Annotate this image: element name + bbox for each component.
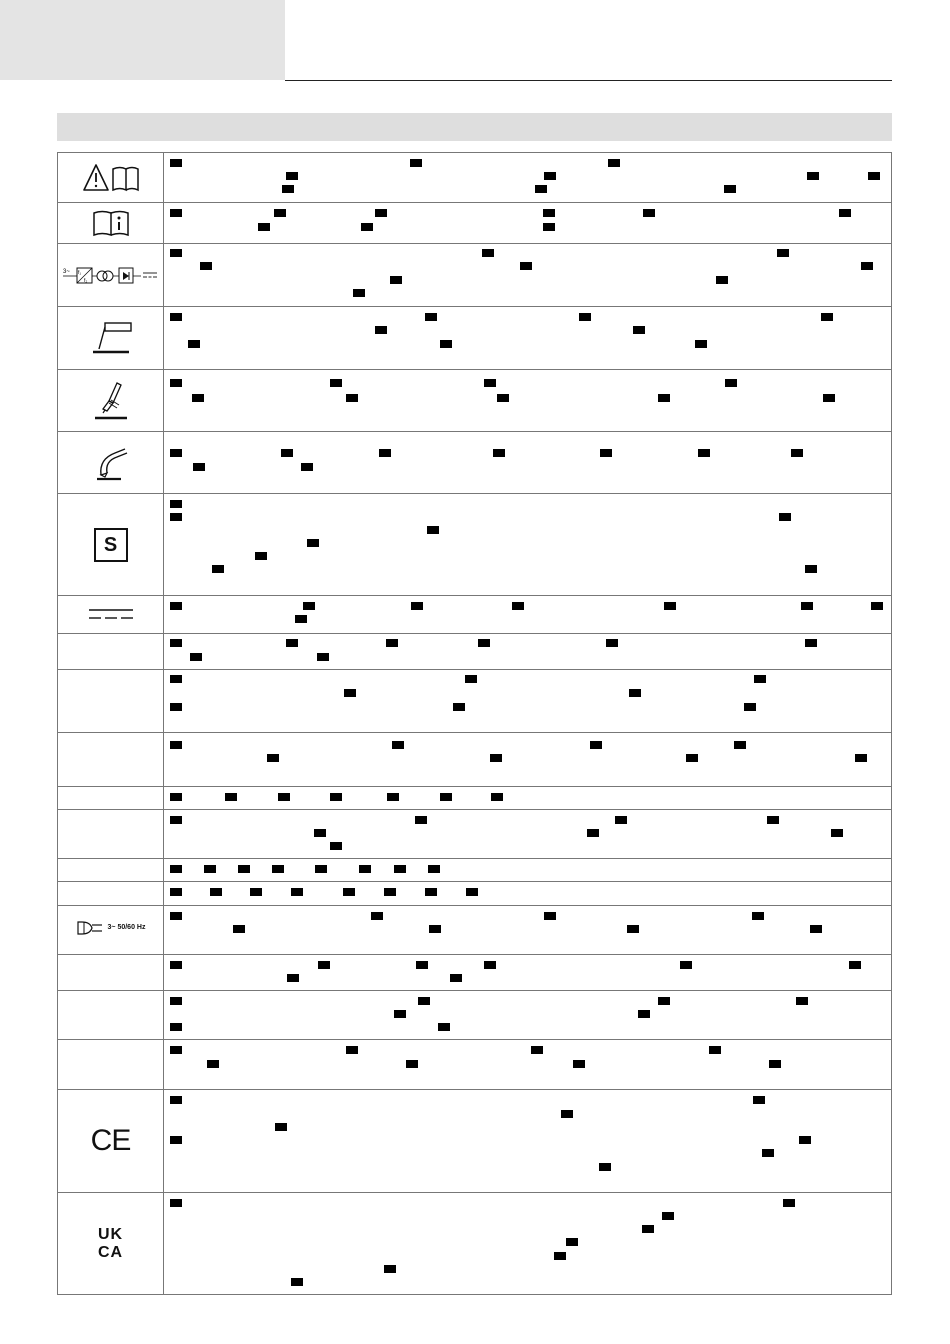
symbol-cell <box>58 432 164 494</box>
text-marker <box>482 249 494 257</box>
text-marker <box>544 912 556 920</box>
text-marker <box>871 602 883 610</box>
text-marker <box>821 313 833 321</box>
text-marker <box>429 925 441 933</box>
text-marker <box>375 209 387 217</box>
text-marker <box>170 1046 182 1054</box>
text-marker <box>664 602 676 610</box>
text-marker <box>642 1225 654 1233</box>
text-marker <box>170 703 182 711</box>
table-row <box>58 244 892 307</box>
text-marker <box>295 615 307 623</box>
text-marker <box>415 816 427 824</box>
section-title-bar <box>57 113 892 141</box>
text-marker <box>278 793 290 801</box>
text-marker <box>724 185 736 193</box>
text-marker <box>315 865 327 873</box>
text-marker <box>200 262 212 270</box>
description-cell <box>164 882 892 906</box>
description-cell <box>164 370 892 432</box>
text-marker <box>753 1096 765 1104</box>
text-marker <box>680 961 692 969</box>
text-marker <box>801 602 813 610</box>
text-marker <box>491 793 503 801</box>
text-marker <box>438 1023 450 1031</box>
text-marker <box>281 449 293 457</box>
description-cell <box>164 955 892 991</box>
symbol-cell <box>58 244 164 307</box>
text-marker <box>375 326 387 334</box>
table-row <box>58 882 892 906</box>
header-band <box>0 0 285 80</box>
description-cell <box>164 203 892 244</box>
text-marker <box>282 185 294 193</box>
text-marker <box>170 1023 182 1031</box>
text-marker <box>440 793 452 801</box>
text-marker <box>379 449 391 457</box>
text-marker <box>573 1060 585 1068</box>
text-marker <box>170 209 182 217</box>
description-cell <box>164 494 892 596</box>
text-marker <box>686 754 698 762</box>
text-marker <box>204 865 216 873</box>
text-marker <box>361 223 373 231</box>
table-row <box>58 1040 892 1090</box>
table-row <box>58 432 892 494</box>
text-marker <box>531 1046 543 1054</box>
text-marker <box>272 865 284 873</box>
mig-gun-icon <box>91 445 131 481</box>
text-marker <box>303 602 315 610</box>
table-row <box>58 1090 892 1193</box>
warning-manual-icon <box>82 163 140 193</box>
text-marker <box>170 500 182 508</box>
header-rule <box>285 80 892 81</box>
text-marker <box>346 1046 358 1054</box>
text-marker <box>554 1252 566 1260</box>
text-marker <box>258 223 270 231</box>
text-marker <box>411 602 423 610</box>
text-marker <box>392 741 404 749</box>
table-row <box>58 153 892 203</box>
text-marker <box>807 172 819 180</box>
text-marker <box>493 449 505 457</box>
text-marker <box>190 653 202 661</box>
symbol-cell <box>58 634 164 670</box>
text-marker <box>274 209 286 217</box>
mma-electrode-icon <box>89 321 133 355</box>
symbol-table <box>57 152 892 1295</box>
text-marker <box>170 888 182 896</box>
text-marker <box>317 653 329 661</box>
table-row <box>58 733 892 787</box>
text-marker <box>170 1136 182 1144</box>
description-cell <box>164 596 892 634</box>
text-marker <box>662 1212 674 1220</box>
description-cell <box>164 787 892 810</box>
text-marker <box>301 463 313 471</box>
description-cell <box>164 670 892 733</box>
text-marker <box>384 1265 396 1273</box>
text-marker <box>425 888 437 896</box>
text-marker <box>805 639 817 647</box>
text-marker <box>428 865 440 873</box>
table-row <box>58 906 892 955</box>
text-marker <box>465 675 477 683</box>
text-marker <box>752 912 764 920</box>
text-marker <box>418 997 430 1005</box>
ukca-top: UK <box>97 1225 124 1243</box>
text-marker <box>286 639 298 647</box>
text-marker <box>629 689 641 697</box>
text-marker <box>823 394 835 402</box>
description-cell <box>164 432 892 494</box>
description-cell <box>164 634 892 670</box>
symbol-cell <box>58 203 164 244</box>
text-marker <box>193 463 205 471</box>
text-marker <box>658 394 670 402</box>
table-row <box>58 634 892 670</box>
text-marker <box>170 449 182 457</box>
text-marker <box>512 602 524 610</box>
symbol-cell <box>58 670 164 733</box>
tig-torch-icon <box>91 381 131 421</box>
text-marker <box>343 888 355 896</box>
text-marker <box>330 842 342 850</box>
text-marker <box>344 689 356 697</box>
text-marker <box>225 793 237 801</box>
text-marker <box>170 602 182 610</box>
table-row <box>58 670 892 733</box>
text-marker <box>698 449 710 457</box>
symbol-cell <box>58 906 164 955</box>
inverter-block-icon <box>63 265 159 285</box>
text-marker <box>744 703 756 711</box>
text-marker <box>291 888 303 896</box>
text-marker <box>318 961 330 969</box>
table-row <box>58 494 892 596</box>
plug-icon <box>76 920 104 936</box>
text-marker <box>250 888 262 896</box>
text-marker <box>478 639 490 647</box>
text-marker <box>777 249 789 257</box>
text-marker <box>810 925 822 933</box>
text-marker <box>170 249 182 257</box>
text-marker <box>353 289 365 297</box>
text-marker <box>170 793 182 801</box>
text-marker <box>387 793 399 801</box>
text-marker <box>497 394 509 402</box>
text-marker <box>394 865 406 873</box>
text-marker <box>484 961 496 969</box>
table-row <box>58 787 892 810</box>
text-marker <box>346 394 358 402</box>
text-marker <box>627 925 639 933</box>
table-row <box>58 955 892 991</box>
text-marker <box>170 961 182 969</box>
text-marker <box>831 829 843 837</box>
description-cell <box>164 991 892 1040</box>
text-marker <box>561 1110 573 1118</box>
direct-current-icon <box>88 607 134 621</box>
text-marker <box>170 639 182 647</box>
text-marker <box>796 997 808 1005</box>
text-marker <box>233 925 245 933</box>
text-marker <box>406 1060 418 1068</box>
ukca-mark-icon <box>98 1226 123 1261</box>
ce-mark-icon: CE <box>90 1124 131 1157</box>
text-marker <box>484 379 496 387</box>
description-cell <box>164 1193 892 1295</box>
text-marker <box>791 449 803 457</box>
text-marker <box>330 793 342 801</box>
inverter-phase-label: 3~ <box>62 269 70 275</box>
text-marker <box>466 888 478 896</box>
text-marker <box>286 172 298 180</box>
text-marker <box>170 912 182 920</box>
ukca-bottom: CA <box>97 1243 124 1261</box>
text-marker <box>587 829 599 837</box>
text-marker <box>839 209 851 217</box>
description-cell <box>164 906 892 955</box>
text-marker <box>371 912 383 920</box>
text-marker <box>384 888 396 896</box>
description-cell <box>164 1040 892 1090</box>
symbol-cell <box>58 370 164 432</box>
text-marker <box>590 741 602 749</box>
table-row <box>58 991 892 1040</box>
plug-supply-label: 3~ 50/60 Hz <box>107 924 146 931</box>
inverter-freq-in: f₁ <box>77 270 81 276</box>
text-marker <box>767 816 779 824</box>
text-marker <box>170 997 182 1005</box>
text-marker <box>799 1136 811 1144</box>
text-marker <box>170 513 182 521</box>
text-marker <box>633 326 645 334</box>
symbol-cell <box>58 991 164 1040</box>
text-marker <box>314 829 326 837</box>
s-mark-icon <box>94 528 128 562</box>
text-marker <box>606 639 618 647</box>
text-marker <box>709 1046 721 1054</box>
text-marker <box>192 394 204 402</box>
text-marker <box>638 1010 650 1018</box>
symbol-cell <box>58 153 164 203</box>
text-marker <box>849 961 861 969</box>
description-cell <box>164 153 892 203</box>
text-marker <box>170 741 182 749</box>
description-cell <box>164 1090 892 1193</box>
text-marker <box>754 675 766 683</box>
text-marker <box>427 526 439 534</box>
text-marker <box>695 340 707 348</box>
text-marker <box>868 172 880 180</box>
text-marker <box>275 1123 287 1131</box>
text-marker <box>170 675 182 683</box>
text-marker <box>267 754 279 762</box>
description-cell <box>164 733 892 787</box>
text-marker <box>769 1060 781 1068</box>
symbol-cell <box>58 810 164 859</box>
description-cell <box>164 859 892 882</box>
symbol-cell <box>58 859 164 882</box>
text-marker <box>170 1096 182 1104</box>
text-marker <box>307 539 319 547</box>
text-marker <box>287 974 299 982</box>
symbol-cell <box>58 1040 164 1090</box>
symbol-cell <box>58 1090 164 1193</box>
text-marker <box>520 262 532 270</box>
text-marker <box>330 379 342 387</box>
text-marker <box>543 209 555 217</box>
table-row <box>58 203 892 244</box>
text-marker <box>170 379 182 387</box>
text-marker <box>410 159 422 167</box>
text-marker <box>359 865 371 873</box>
text-marker <box>544 172 556 180</box>
symbol-cell <box>58 787 164 810</box>
text-marker <box>579 313 591 321</box>
text-marker <box>734 741 746 749</box>
text-marker <box>425 313 437 321</box>
symbol-cell <box>58 596 164 634</box>
text-marker <box>490 754 502 762</box>
table-row <box>58 307 892 370</box>
text-marker <box>855 754 867 762</box>
symbol-cell <box>58 494 164 596</box>
table-row <box>58 810 892 859</box>
text-marker <box>608 159 620 167</box>
table-row <box>58 1193 892 1295</box>
text-marker <box>188 340 200 348</box>
text-marker <box>535 185 547 193</box>
table-row <box>58 859 892 882</box>
text-marker <box>170 816 182 824</box>
text-marker <box>805 565 817 573</box>
text-marker <box>170 1199 182 1207</box>
text-marker <box>170 159 182 167</box>
text-marker <box>390 276 402 284</box>
description-cell <box>164 307 892 370</box>
text-marker <box>566 1238 578 1246</box>
text-marker <box>658 997 670 1005</box>
symbol-cell <box>58 882 164 906</box>
symbol-cell <box>58 955 164 991</box>
description-cell <box>164 244 892 307</box>
text-marker <box>386 639 398 647</box>
text-marker <box>394 1010 406 1018</box>
text-marker <box>762 1149 774 1157</box>
text-marker <box>238 865 250 873</box>
symbol-cell <box>58 1193 164 1295</box>
text-marker <box>170 313 182 321</box>
table-row <box>58 596 892 634</box>
text-marker <box>210 888 222 896</box>
text-marker <box>416 961 428 969</box>
text-marker <box>716 276 728 284</box>
text-marker <box>255 552 267 560</box>
text-marker <box>291 1278 303 1286</box>
text-marker <box>450 974 462 982</box>
symbol-cell <box>58 307 164 370</box>
text-marker <box>783 1199 795 1207</box>
text-marker <box>725 379 737 387</box>
inverter-freq-out: f₂ <box>83 278 87 284</box>
plug-symbol <box>76 920 146 936</box>
text-marker <box>212 565 224 573</box>
text-marker <box>779 513 791 521</box>
text-marker <box>207 1060 219 1068</box>
text-marker <box>600 449 612 457</box>
text-marker <box>615 816 627 824</box>
s-mark-label: S <box>103 533 118 556</box>
text-marker <box>599 1163 611 1171</box>
text-marker <box>440 340 452 348</box>
text-marker <box>643 209 655 217</box>
text-marker <box>170 865 182 873</box>
symbol-cell <box>58 733 164 787</box>
text-marker <box>543 223 555 231</box>
table-row <box>58 370 892 432</box>
info-manual-icon <box>92 209 130 237</box>
text-marker <box>453 703 465 711</box>
text-marker <box>861 262 873 270</box>
description-cell <box>164 810 892 859</box>
